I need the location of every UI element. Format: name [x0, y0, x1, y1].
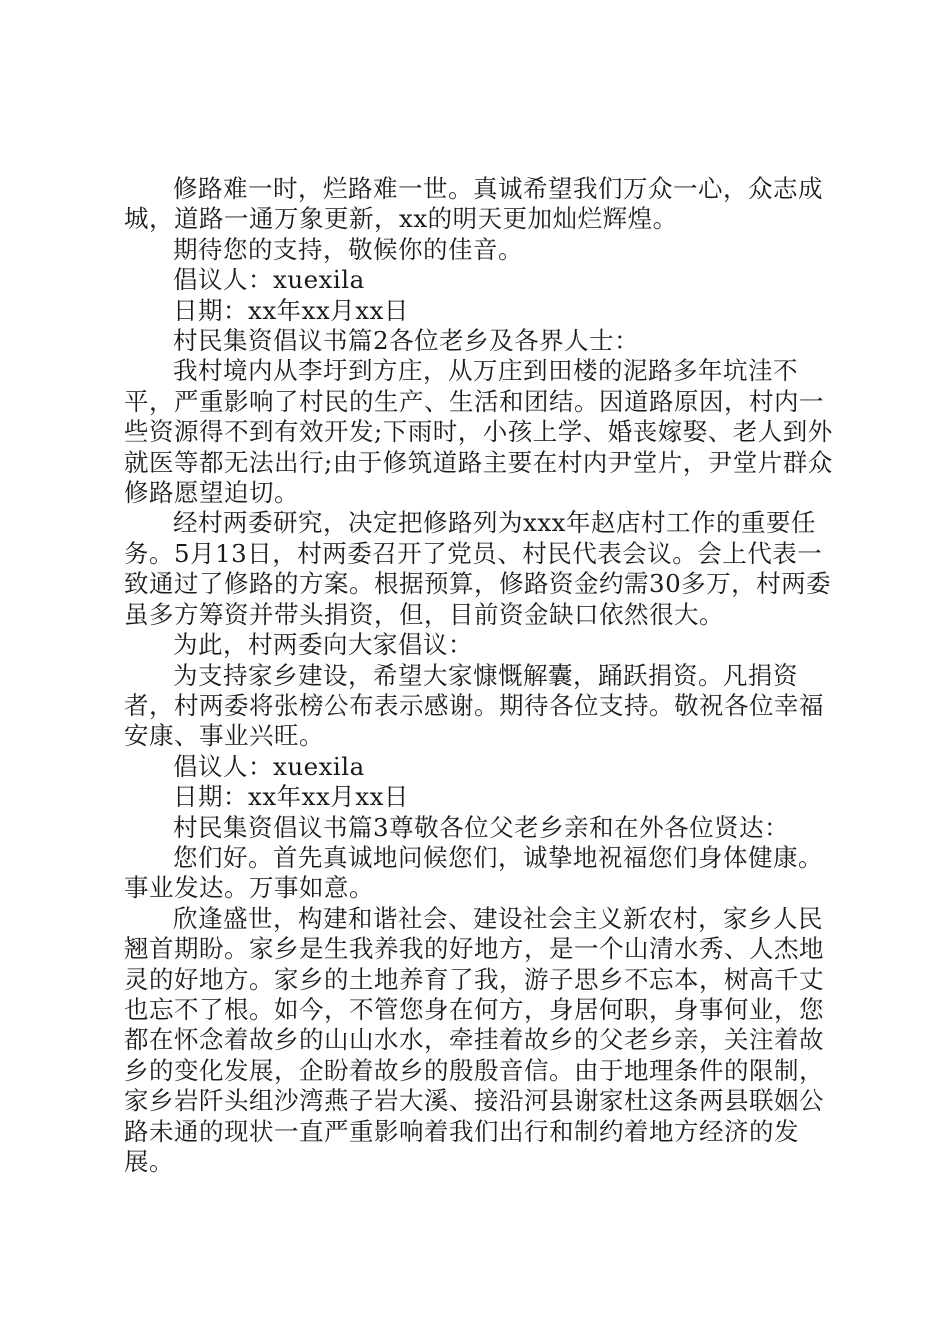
paragraph-hometown: 欣逢盛世，构建和谐社会、建设社会主义新农村，家乡人民翘首期盼。家乡是生我养我的好地方，是一个山清水秀、人杰地灵的好地方。家乡的土地养育了我，游子思乡不忘本，树高千丈也忘不了根。如今，不管您身在何方，身居何职，身事何业，您都在怀念着故乡的山山水水，牵挂着故乡的父老乡亲，关注着故乡的变化发展，企盼着故乡的殷殷音信。由于地理条件的限制，家乡岩阡头组沙湾燕子岩大溪、接沿河县谢家杜这条两县联姻公路未通的现状一直严重影响着我们出行和制约着地方经济的发展。 — [124, 903, 824, 1176]
paragraph-section-2-heading: 村民集资倡议书篇2各位老乡及各界人士： — [173, 326, 640, 356]
paragraph-section-3-heading: 村民集资倡议书篇3尊敬各位父老乡亲和在外各位贤达： — [173, 812, 790, 842]
document-body — [124, 174, 844, 1177]
paragraph-road-appeal: 修路难一时，烂路难一世。真诚希望我们万众一心，众志成城，道路一通万象更新，xx的明天更加灿烂辉煌。 — [124, 174, 823, 234]
paragraph-date-1: 日期：xx年xx月xx日 — [173, 295, 409, 325]
paragraph-initiator-1: 倡议人：xuexila — [173, 265, 365, 295]
paragraph-initiator-2: 倡议人：xuexila — [173, 751, 365, 781]
paragraph-date-2: 日期：xx年xx月xx日 — [173, 782, 409, 812]
paragraph-proposal-intro: 为此，村两委向大家倡议： — [173, 630, 473, 660]
paragraph-donation-call: 为支持家乡建设，希望大家慷慨解囊，踊跃捐资。凡捐资者，村两委将张榜公布表示感谢。期待各位支持。敬祝各位幸福安康、事业兴旺。 — [124, 660, 824, 751]
paragraph-await-support: 期待您的支持，敬候你的佳音。 — [173, 234, 523, 264]
paragraph-village-road-condition: 我村境内从李圩到方庄，从万庄到田楼的泥路多年坑洼不平，严重影响了村民的生产、生活和团结。因道路原因，村内一些资源得不到有效开发;下雨时，小孩上学、婚丧嫁娶、老人到外就医等都无法出行;由于修筑道路主要在村内尹堂片，尹堂片群众修路愿望迫切。 — [124, 356, 833, 508]
paragraph-committee-decision: 经村两委研究，决定把修路列为xxx年赵店村工作的重要任务。5月13日，村两委召开了党员、村民代表会议。会上代表一致通过了修路的方案。根据预算，修路资金约需30多万，村两委虽多方筹资并带头捐资，但，目前资金缺口依然很大。 — [124, 508, 832, 629]
paragraph-greeting: 您们好。首先真诚地问候您们，诚挚地祝福您们身体健康。事业发达。万事如意。 — [124, 842, 823, 903]
